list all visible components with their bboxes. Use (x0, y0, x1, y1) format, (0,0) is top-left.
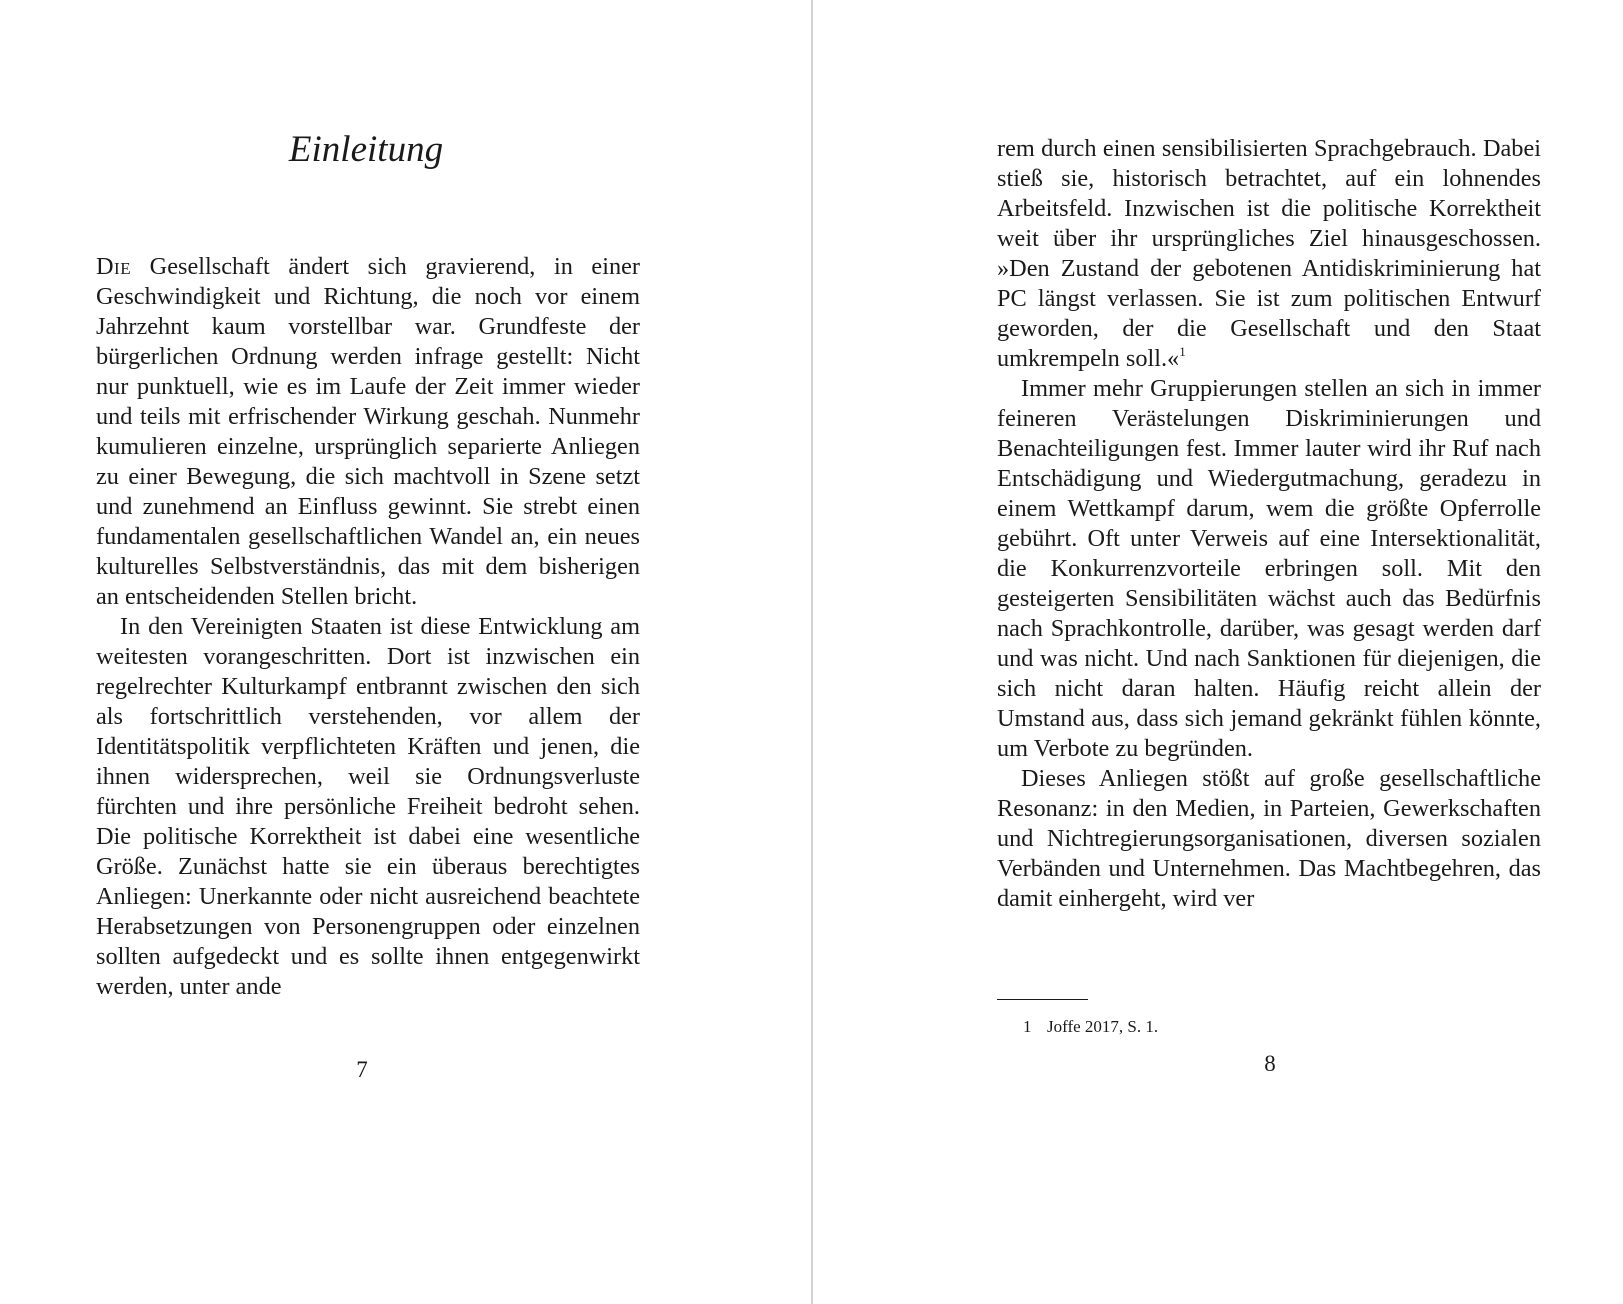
chapter-title: Einleitung (288, 129, 444, 170)
page-number: 7 (356, 1057, 368, 1082)
paragraph: Immer mehr Gruppierungen stellen an sich in immer feineren Verästelungen Diskriminierungen und Benachteiligungen fest. Immer lauter wird ihr Ruf nach Entschädigung und Wiedergutmachung, geradezu in einem Wettkampf darum, wem die größte Opferrolle gebührt. Oft unter Verweis auf eine Intersektionalität, die Konkurrenzvorteile erbringen soll. Mit den gesteigerten Sensibilitäten wächst auch das Bedürfnis nach Sprachkontrolle, darüber, was gesagt werden darf und was nicht. Und nach Sanktionen für diejenigen, die sich nicht daran halten. Häufig reicht allein der Umstand aus, dass sich jemand gekränkt fühlen könnte, um Verbote zu begründen. (997, 375, 1541, 762)
footnote-reference[interactable]: 1 (1179, 344, 1186, 359)
paragraph (96, 252, 640, 612)
footnote-separator (997, 999, 1088, 1000)
page-number: 8 (1264, 1051, 1276, 1076)
right-page (813, 0, 1623, 1304)
right-page-text (997, 134, 1541, 914)
paragraph: Dieses Anliegen stößt auf große gesellschaftliche Resonanz: in den Medien, in Parteien, Gewerkschaften und Nichtregierungsorganisationen, diversen sozialen Verbänden und Unternehmen. Das Machtbegehren, das damit einhergeht, wird ver (997, 765, 1541, 912)
left-page (0, 0, 811, 1304)
footnote-number: 1 (1023, 1017, 1032, 1036)
paragraph-text: rem durch einen sensibilisierten Sprachgebrauch. Dabei stieß sie, historisch betrachtet, auf ein lohnendes Arbeitsfeld. Inzwischen ist die politische Korrektheit weit über ihr ursprüngliches Ziel hinausgeschossen. »Den Zustand der gebotenen Antidiskriminierung hat PC längst verlassen. Sie ist zum politischen Entwurf geworden, der die Gesellschaft und den Staat umkrempeln soll.« (997, 135, 1541, 372)
paragraph (997, 134, 1541, 374)
left-page-text (96, 252, 640, 1002)
footnote-text: Joffe 2017, S. 1. (1047, 1017, 1159, 1036)
paragraph-text: Gesellschaft ändert sich gravierend, in einer Geschwindigkeit und Richtung, die noch vor einem Jahrzehnt kaum vorstellbar war. Grundfeste der bürgerlichen Ordnung werden infrage gestellt: Nicht nur punktuell, wie es im Laufe der Zeit immer wieder und teils mit erfrischender Wirkung geschah. Nunmehr kumulieren einzelne, ursprünglich separierte Anliegen zu einer Bewegung, die sich machtvoll in Szene setzt und zunehmend an Einfluss gewinnt. Sie strebt einen fundamentalen gesellschaftlichen Wandel an, ein neues kulturelles Selbstverständnis, das mit dem bisherigen an entscheidenden Stellen bricht. (96, 253, 640, 610)
footnote (1023, 1017, 1158, 1037)
opening-word: Die (96, 253, 132, 280)
paragraph: In den Vereinigten Staaten ist diese Entwicklung am weitesten vorangeschritten. Dort ist inzwischen ein regelrechter Kulturkampf entbrannt zwischen den sich als fortschrittlich verstehenden, vor allem der Identitätspolitik verpflichteten Kräften und jenen, die ihnen widersprechen, weil sie Ordnungsverluste fürchten und ihre persönliche Freiheit bedroht sehen. Die politische Korrektheit ist dabei eine wesentliche Größe. Zunächst hatte sie ein überaus berechtigtes Anliegen: Unerkannte oder nicht ausreichend beachtete Herabsetzungen von Personengruppen oder einzelnen sollten aufgedeckt und es sollte ihnen entgegenwirkt werden, unter ande (96, 613, 640, 1000)
